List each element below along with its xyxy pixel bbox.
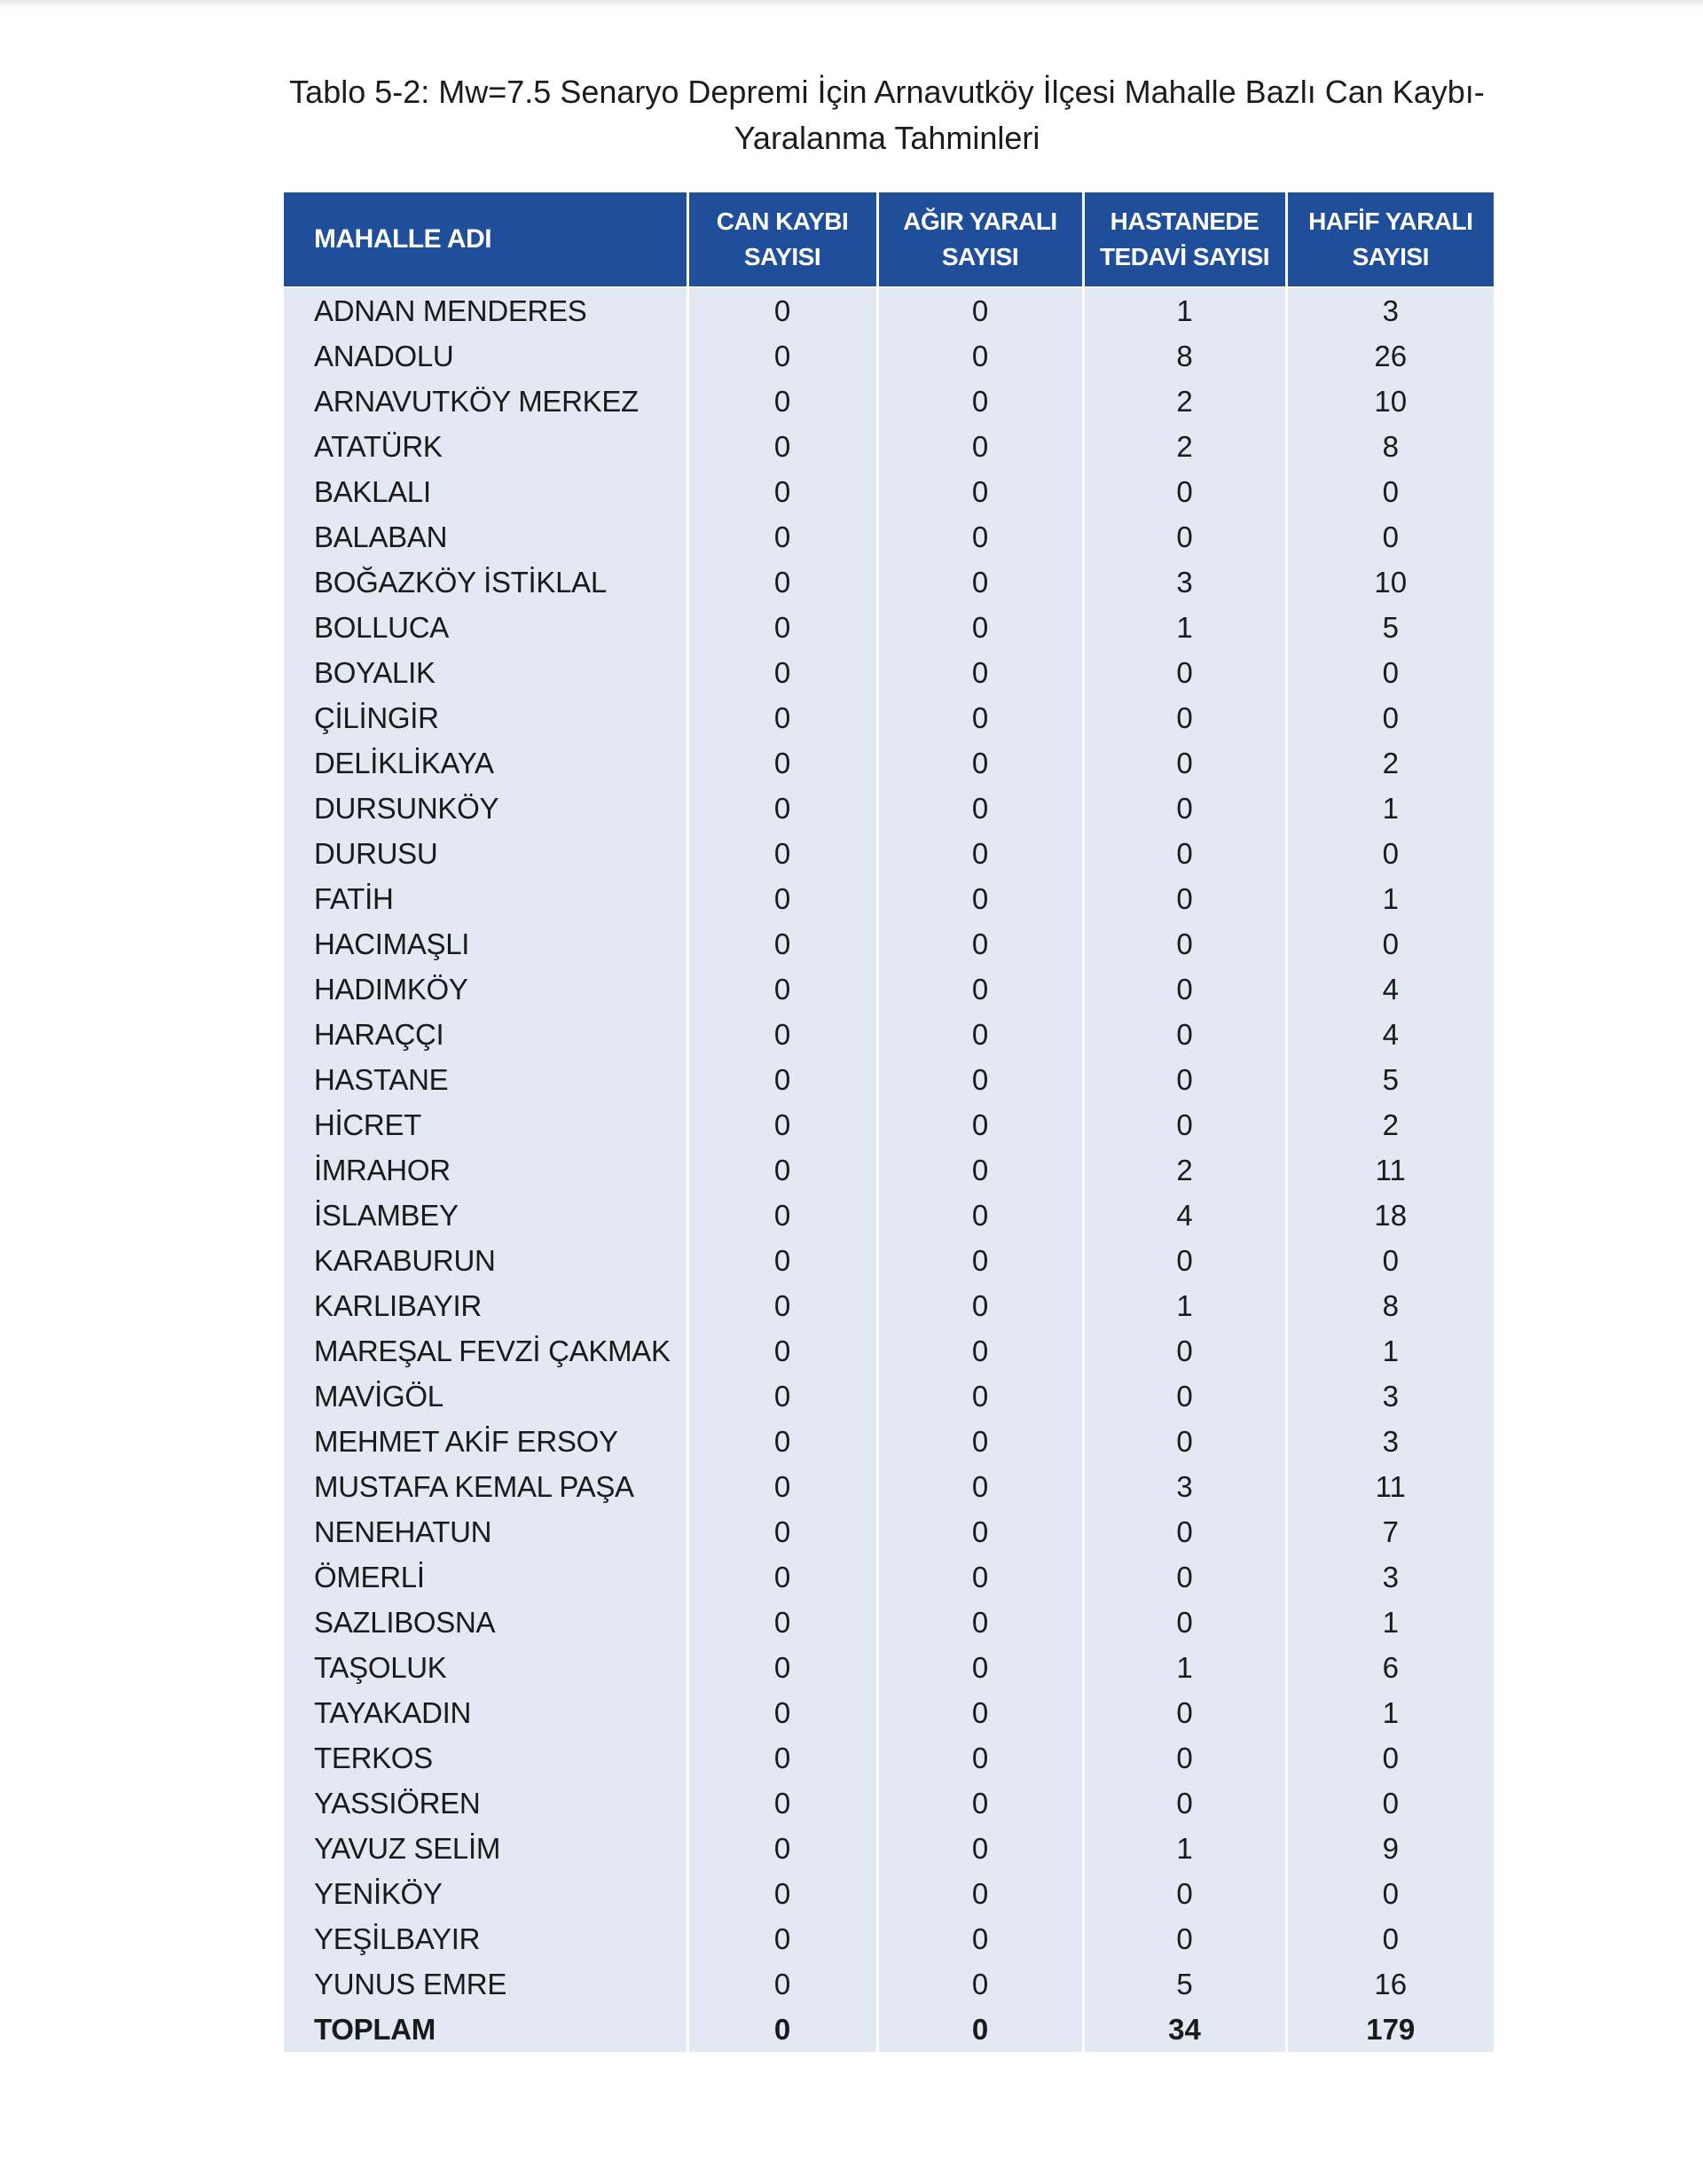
- cell-agir-yarali: 0: [877, 1102, 1083, 1147]
- cell-can-kaybi: 0: [687, 1012, 877, 1057]
- table-row: [284, 1238, 1494, 1283]
- table-row: [284, 333, 1494, 379]
- table-row: [284, 921, 1494, 967]
- table-row: [284, 560, 1494, 605]
- cell-agir-yarali: 0: [877, 1283, 1083, 1328]
- table-row: [284, 831, 1494, 876]
- cell-can-kaybi: 0: [687, 1871, 877, 1916]
- cell-mahalle-adi: SAZLIBOSNA: [284, 1600, 687, 1645]
- cell-hafif-yarali: 1: [1286, 1600, 1494, 1645]
- cell-can-kaybi: 0: [687, 786, 877, 831]
- cell-hastanede-tedavi: 1: [1083, 605, 1286, 650]
- cell-mahalle-adi: TOPLAM: [284, 2007, 687, 2052]
- cell-mahalle-adi: ATATÜRK: [284, 424, 687, 469]
- cell-hafif-yarali: 7: [1286, 1509, 1494, 1554]
- cell-hastanede-tedavi: 0: [1083, 1238, 1286, 1283]
- cell-hafif-yarali: 0: [1286, 650, 1494, 695]
- cell-agir-yarali: 0: [877, 379, 1083, 424]
- cell-can-kaybi: 0: [687, 1781, 877, 1826]
- table-row: [284, 1735, 1494, 1781]
- table-row: [284, 695, 1494, 740]
- header-hafif-yarali: HAFİF YARALI SAYISI: [1286, 192, 1494, 287]
- table-row: [284, 876, 1494, 921]
- cell-can-kaybi: 0: [687, 1238, 877, 1283]
- cell-hastanede-tedavi: 3: [1083, 560, 1286, 605]
- cell-mahalle-adi: MAVİGÖL: [284, 1374, 687, 1419]
- cell-hafif-yarali: 3: [1286, 287, 1494, 333]
- cell-hafif-yarali: 9: [1286, 1826, 1494, 1871]
- cell-can-kaybi: 0: [687, 1735, 877, 1781]
- cell-can-kaybi: 0: [687, 560, 877, 605]
- cell-hafif-yarali: 1: [1286, 1690, 1494, 1735]
- cell-hafif-yarali: 10: [1286, 379, 1494, 424]
- cell-mahalle-adi: HASTANE: [284, 1057, 687, 1102]
- cell-can-kaybi: 0: [687, 1509, 877, 1554]
- cell-hafif-yarali: 5: [1286, 1057, 1494, 1102]
- header-row: [284, 192, 1494, 287]
- cell-agir-yarali: 0: [877, 876, 1083, 921]
- cell-mahalle-adi: BOLLUCA: [284, 605, 687, 650]
- cell-hafif-yarali: 11: [1286, 1464, 1494, 1509]
- cell-hastanede-tedavi: 0: [1083, 1419, 1286, 1464]
- cell-can-kaybi: 0: [687, 2007, 877, 2052]
- cell-can-kaybi: 0: [687, 1690, 877, 1735]
- cell-hafif-yarali: 6: [1286, 1645, 1494, 1690]
- cell-hastanede-tedavi: 0: [1083, 1916, 1286, 1961]
- cell-can-kaybi: 0: [687, 1645, 877, 1690]
- cell-mahalle-adi: İSLAMBEY: [284, 1193, 687, 1238]
- table-row: [284, 1012, 1494, 1057]
- cell-hastanede-tedavi: 4: [1083, 1193, 1286, 1238]
- cell-hastanede-tedavi: 2: [1083, 424, 1286, 469]
- cell-can-kaybi: 0: [687, 1057, 877, 1102]
- cell-hastanede-tedavi: 0: [1083, 1871, 1286, 1916]
- cell-hafif-yarali: 26: [1286, 333, 1494, 379]
- cell-agir-yarali: 0: [877, 560, 1083, 605]
- cell-hastanede-tedavi: 0: [1083, 1509, 1286, 1554]
- table-row: [284, 1781, 1494, 1826]
- cell-mahalle-adi: MEHMET AKİF ERSOY: [284, 1419, 687, 1464]
- cell-hastanede-tedavi: 0: [1083, 1781, 1286, 1826]
- cell-hafif-yarali: 0: [1286, 921, 1494, 967]
- cell-hafif-yarali: 0: [1286, 1781, 1494, 1826]
- cell-mahalle-adi: NENEHATUN: [284, 1509, 687, 1554]
- cell-mahalle-adi: ÖMERLİ: [284, 1554, 687, 1600]
- cell-mahalle-adi: DURSUNKÖY: [284, 786, 687, 831]
- cell-agir-yarali: 0: [877, 740, 1083, 786]
- cell-can-kaybi: 0: [687, 1102, 877, 1147]
- cell-hafif-yarali: 3: [1286, 1419, 1494, 1464]
- cell-agir-yarali: 0: [877, 1690, 1083, 1735]
- cell-mahalle-adi: HACIMAŞLI: [284, 921, 687, 967]
- header-mahalle-adi: MAHALLE ADI: [284, 192, 687, 287]
- cell-mahalle-adi: ANADOLU: [284, 333, 687, 379]
- cell-hafif-yarali: 1: [1286, 1328, 1494, 1374]
- cell-hafif-yarali: 0: [1286, 695, 1494, 740]
- cell-can-kaybi: 0: [687, 424, 877, 469]
- cell-hastanede-tedavi: 0: [1083, 469, 1286, 514]
- cell-can-kaybi: 0: [687, 379, 877, 424]
- cell-agir-yarali: 0: [877, 1554, 1083, 1600]
- cell-agir-yarali: 0: [877, 921, 1083, 967]
- cell-can-kaybi: 0: [687, 514, 877, 560]
- cell-hastanede-tedavi: 5: [1083, 1961, 1286, 2007]
- cell-hastanede-tedavi: 0: [1083, 650, 1286, 695]
- cell-mahalle-adi: HADIMKÖY: [284, 967, 687, 1012]
- cell-hastanede-tedavi: 0: [1083, 921, 1286, 967]
- table-row: [284, 514, 1494, 560]
- cell-mahalle-adi: YUNUS EMRE: [284, 1961, 687, 2007]
- table-row: [284, 1057, 1494, 1102]
- cell-hastanede-tedavi: 2: [1083, 1147, 1286, 1193]
- cell-mahalle-adi: HİCRET: [284, 1102, 687, 1147]
- cell-mahalle-adi: BOYALIK: [284, 650, 687, 695]
- cell-hafif-yarali: 1: [1286, 876, 1494, 921]
- cell-hafif-yarali: 4: [1286, 967, 1494, 1012]
- cell-agir-yarali: 0: [877, 1012, 1083, 1057]
- cell-hastanede-tedavi: 0: [1083, 786, 1286, 831]
- table-row: [284, 379, 1494, 424]
- table-row: [284, 650, 1494, 695]
- cell-hafif-yarali: 0: [1286, 831, 1494, 876]
- cell-hastanede-tedavi: 1: [1083, 1645, 1286, 1690]
- cell-hastanede-tedavi: 0: [1083, 695, 1286, 740]
- page-top-edge: [0, 0, 1703, 9]
- casualty-table: [284, 192, 1494, 2052]
- cell-hastanede-tedavi: 0: [1083, 1328, 1286, 1374]
- cell-agir-yarali: 0: [877, 831, 1083, 876]
- cell-mahalle-adi: KARLIBAYIR: [284, 1283, 687, 1328]
- cell-mahalle-adi: KARABURUN: [284, 1238, 687, 1283]
- cell-hastanede-tedavi: 0: [1083, 514, 1286, 560]
- cell-mahalle-adi: DELİKLİKAYA: [284, 740, 687, 786]
- cell-hastanede-tedavi: 0: [1083, 1600, 1286, 1645]
- cell-hastanede-tedavi: 0: [1083, 1102, 1286, 1147]
- cell-can-kaybi: 0: [687, 1374, 877, 1419]
- cell-agir-yarali: 0: [877, 1193, 1083, 1238]
- table-row: [284, 287, 1494, 333]
- cell-hafif-yarali: 8: [1286, 424, 1494, 469]
- cell-mahalle-adi: TAŞOLUK: [284, 1645, 687, 1690]
- cell-agir-yarali: 0: [877, 333, 1083, 379]
- table-body: [284, 287, 1494, 2052]
- table-row: [284, 786, 1494, 831]
- table-row: [284, 1102, 1494, 1147]
- table-row: [284, 1328, 1494, 1374]
- cell-can-kaybi: 0: [687, 650, 877, 695]
- cell-agir-yarali: 0: [877, 1735, 1083, 1781]
- table-caption-line-2: Yaralanma Tahminleri: [734, 120, 1040, 156]
- table-header: [284, 192, 1494, 287]
- cell-agir-yarali: 0: [877, 2007, 1083, 2052]
- cell-can-kaybi: 0: [687, 1283, 877, 1328]
- cell-can-kaybi: 0: [687, 876, 877, 921]
- cell-hafif-yarali: 0: [1286, 514, 1494, 560]
- casualty-table-container: [284, 192, 1494, 2052]
- cell-agir-yarali: 0: [877, 967, 1083, 1012]
- cell-hafif-yarali: 10: [1286, 560, 1494, 605]
- cell-hastanede-tedavi: 0: [1083, 1735, 1286, 1781]
- cell-hastanede-tedavi: 8: [1083, 333, 1286, 379]
- cell-hafif-yarali: 0: [1286, 1871, 1494, 1916]
- cell-hafif-yarali: 1: [1286, 786, 1494, 831]
- cell-hafif-yarali: 0: [1286, 469, 1494, 514]
- table-row: [284, 1871, 1494, 1916]
- cell-hafif-yarali: 2: [1286, 1102, 1494, 1147]
- cell-hastanede-tedavi: 0: [1083, 1012, 1286, 1057]
- cell-hastanede-tedavi: 0: [1083, 1690, 1286, 1735]
- cell-can-kaybi: 0: [687, 1600, 877, 1645]
- cell-agir-yarali: 0: [877, 424, 1083, 469]
- cell-agir-yarali: 0: [877, 1057, 1083, 1102]
- cell-hafif-yarali: 18: [1286, 1193, 1494, 1238]
- cell-can-kaybi: 0: [687, 1147, 877, 1193]
- cell-can-kaybi: 0: [687, 1916, 877, 1961]
- cell-can-kaybi: 0: [687, 333, 877, 379]
- header-agir-yarali: AĞIR YARALI SAYISI: [877, 192, 1083, 287]
- table-row: [284, 1826, 1494, 1871]
- cell-agir-yarali: 0: [877, 1147, 1083, 1193]
- table-row: [284, 1193, 1494, 1238]
- cell-hafif-yarali: 3: [1286, 1554, 1494, 1600]
- cell-agir-yarali: 0: [877, 786, 1083, 831]
- cell-hafif-yarali: 3: [1286, 1374, 1494, 1419]
- cell-can-kaybi: 0: [687, 1826, 877, 1871]
- cell-can-kaybi: 0: [687, 1328, 877, 1374]
- table-row: [284, 1283, 1494, 1328]
- cell-mahalle-adi: MAREŞAL FEVZİ ÇAKMAK: [284, 1328, 687, 1374]
- cell-agir-yarali: 0: [877, 1871, 1083, 1916]
- cell-hastanede-tedavi: 0: [1083, 1374, 1286, 1419]
- cell-agir-yarali: 0: [877, 1464, 1083, 1509]
- cell-can-kaybi: 0: [687, 469, 877, 514]
- cell-hastanede-tedavi: 1: [1083, 1826, 1286, 1871]
- table-row: [284, 1554, 1494, 1600]
- cell-hastanede-tedavi: 0: [1083, 967, 1286, 1012]
- cell-hafif-yarali: 11: [1286, 1147, 1494, 1193]
- cell-hastanede-tedavi: 0: [1083, 1057, 1286, 1102]
- cell-hafif-yarali: 5: [1286, 605, 1494, 650]
- cell-mahalle-adi: YAVUZ SELİM: [284, 1826, 687, 1871]
- cell-hastanede-tedavi: 1: [1083, 287, 1286, 333]
- cell-hastanede-tedavi: 0: [1083, 876, 1286, 921]
- cell-agir-yarali: 0: [877, 1961, 1083, 2007]
- table-row: [284, 469, 1494, 514]
- cell-mahalle-adi: YASSIÖREN: [284, 1781, 687, 1826]
- cell-mahalle-adi: YEŞİLBAYIR: [284, 1916, 687, 1961]
- total-row: [284, 2007, 1494, 2052]
- cell-mahalle-adi: BOĞAZKÖY İSTİKLAL: [284, 560, 687, 605]
- cell-can-kaybi: 0: [687, 1554, 877, 1600]
- table-row: [284, 1374, 1494, 1419]
- cell-hastanede-tedavi: 1: [1083, 1283, 1286, 1328]
- cell-hafif-yarali: 0: [1286, 1238, 1494, 1283]
- cell-mahalle-adi: BALABAN: [284, 514, 687, 560]
- cell-hafif-yarali: 8: [1286, 1283, 1494, 1328]
- table-row: [284, 1961, 1494, 2007]
- cell-can-kaybi: 0: [687, 1419, 877, 1464]
- cell-agir-yarali: 0: [877, 287, 1083, 333]
- cell-hastanede-tedavi: 0: [1083, 831, 1286, 876]
- cell-agir-yarali: 0: [877, 1826, 1083, 1871]
- cell-mahalle-adi: İMRAHOR: [284, 1147, 687, 1193]
- cell-can-kaybi: 0: [687, 967, 877, 1012]
- cell-agir-yarali: 0: [877, 650, 1083, 695]
- table-row: [284, 740, 1494, 786]
- table-row: [284, 1916, 1494, 1961]
- table-row: [284, 967, 1494, 1012]
- cell-mahalle-adi: TERKOS: [284, 1735, 687, 1781]
- cell-agir-yarali: 0: [877, 1374, 1083, 1419]
- cell-can-kaybi: 0: [687, 740, 877, 786]
- header-hastanede-tedavi: HASTANEDE TEDAVİ SAYISI: [1083, 192, 1286, 287]
- table-row: [284, 1690, 1494, 1735]
- cell-mahalle-adi: HARAÇÇI: [284, 1012, 687, 1057]
- cell-mahalle-adi: MUSTAFA KEMAL PAŞA: [284, 1464, 687, 1509]
- cell-agir-yarali: 0: [877, 695, 1083, 740]
- cell-mahalle-adi: ADNAN MENDERES: [284, 287, 687, 333]
- cell-agir-yarali: 0: [877, 1419, 1083, 1464]
- table-row: [284, 605, 1494, 650]
- cell-hafif-yarali: 4: [1286, 1012, 1494, 1057]
- cell-mahalle-adi: ARNAVUTKÖY MERKEZ: [284, 379, 687, 424]
- cell-mahalle-adi: YENİKÖY: [284, 1871, 687, 1916]
- cell-agir-yarali: 0: [877, 469, 1083, 514]
- cell-hafif-yarali: 179: [1286, 2007, 1494, 2052]
- cell-hafif-yarali: 0: [1286, 1916, 1494, 1961]
- cell-can-kaybi: 0: [687, 1464, 877, 1509]
- cell-hastanede-tedavi: 0: [1083, 1554, 1286, 1600]
- cell-hafif-yarali: 0: [1286, 1735, 1494, 1781]
- cell-hastanede-tedavi: 2: [1083, 379, 1286, 424]
- cell-agir-yarali: 0: [877, 514, 1083, 560]
- table-row: [284, 1645, 1494, 1690]
- table-row: [284, 1600, 1494, 1645]
- cell-hastanede-tedavi: 34: [1083, 2007, 1286, 2052]
- table-caption-line-1: Tablo 5-2: Mw=7.5 Senaryo Depremi İçin Arnavutköy İlçesi Mahalle Bazlı Can Kaybı-: [289, 74, 1485, 110]
- cell-hafif-yarali: 16: [1286, 1961, 1494, 2007]
- cell-mahalle-adi: BAKLALI: [284, 469, 687, 514]
- cell-can-kaybi: 0: [687, 695, 877, 740]
- cell-agir-yarali: 0: [877, 1509, 1083, 1554]
- table-row: [284, 424, 1494, 469]
- header-can-kaybi: CAN KAYBI SAYISI: [687, 192, 877, 287]
- table-row: [284, 1464, 1494, 1509]
- cell-mahalle-adi: ÇİLİNGİR: [284, 695, 687, 740]
- cell-agir-yarali: 0: [877, 1238, 1083, 1283]
- cell-mahalle-adi: DURUSU: [284, 831, 687, 876]
- cell-agir-yarali: 0: [877, 1600, 1083, 1645]
- cell-hastanede-tedavi: 3: [1083, 1464, 1286, 1509]
- cell-can-kaybi: 0: [687, 1193, 877, 1238]
- cell-mahalle-adi: FATİH: [284, 876, 687, 921]
- cell-can-kaybi: 0: [687, 921, 877, 967]
- table-row: [284, 1509, 1494, 1554]
- cell-agir-yarali: 0: [877, 605, 1083, 650]
- table-row: [284, 1147, 1494, 1193]
- cell-agir-yarali: 0: [877, 1781, 1083, 1826]
- cell-agir-yarali: 0: [877, 1645, 1083, 1690]
- cell-can-kaybi: 0: [687, 1961, 877, 2007]
- cell-hastanede-tedavi: 0: [1083, 740, 1286, 786]
- cell-can-kaybi: 0: [687, 287, 877, 333]
- table-caption: [0, 69, 1703, 161]
- cell-agir-yarali: 0: [877, 1328, 1083, 1374]
- cell-can-kaybi: 0: [687, 605, 877, 650]
- cell-hafif-yarali: 2: [1286, 740, 1494, 786]
- cell-mahalle-adi: TAYAKADIN: [284, 1690, 687, 1735]
- table-row: [284, 1419, 1494, 1464]
- cell-agir-yarali: 0: [877, 1916, 1083, 1961]
- cell-can-kaybi: 0: [687, 831, 877, 876]
